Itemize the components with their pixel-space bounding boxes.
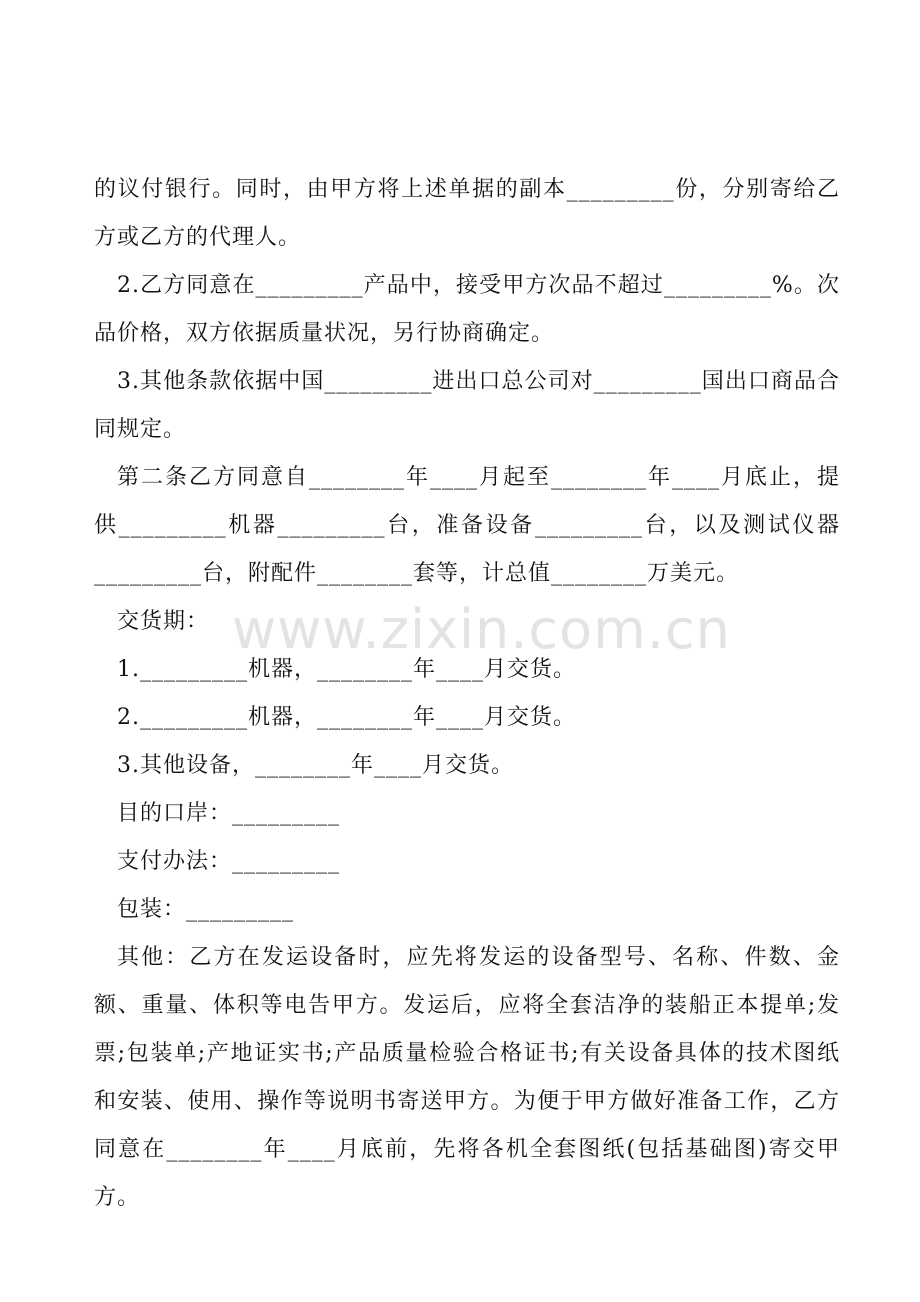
paragraph-other: 其他：乙方在发运设备时，应先将发运的设备型号、名称、件数、金额、重量、体积等电告甲方。发运后，应将全套洁净的装船正本提单;发票;包装单;产地证实书;产品质量检验合格证书;有关设备具体的技术图纸和安装、使用、操作等说明书寄送甲方。为便于甲方做好准备工作，乙方同意在________年____月底前，先将各机全套图纸(包括基础图)寄交甲方。 <box>94 945 840 1210</box>
paragraph-delivery-item-3: 3.其他设备，________年____月交货。 <box>117 753 514 778</box>
paragraph-delivery-item-2: 2._________机器，________年____月交货。 <box>117 705 576 730</box>
paragraph-continuation: 的议付银行。同时，由甲方将上述单据的副本_________份，分别寄给乙方或乙方的代理人。 <box>94 177 840 250</box>
watermark: www.zixin.com.cn <box>232 598 731 661</box>
paragraph-destination-port: 目的口岸：_________ <box>117 801 341 826</box>
paragraph-clause-2: 2.乙方同意在_________产品中，接受甲方次品不超过_________%。次品价格，双方依据质量状况，另行协商确定。 <box>94 273 840 346</box>
paragraph-clause-3: 3.其他条款依据中国_________进出口总公司对_________国出口商品合同规定。 <box>94 369 840 442</box>
paragraph-payment-method: 支付办法：_________ <box>117 849 341 874</box>
paragraph-delivery-heading: 交货期： <box>117 609 210 634</box>
paragraph-article-2: 第二条乙方同意自________年____月起至________年____月底止，提供_________机器_________台，准备设备_________台，以及测试仪器_________台，附配件________套等，计总值________万美元。 <box>94 465 840 586</box>
contract-body <box>94 166 840 1222</box>
paragraph-packaging: 包装：_________ <box>117 897 295 922</box>
paragraph-delivery-item-1: 1._________机器，________年____月交货。 <box>117 657 576 682</box>
